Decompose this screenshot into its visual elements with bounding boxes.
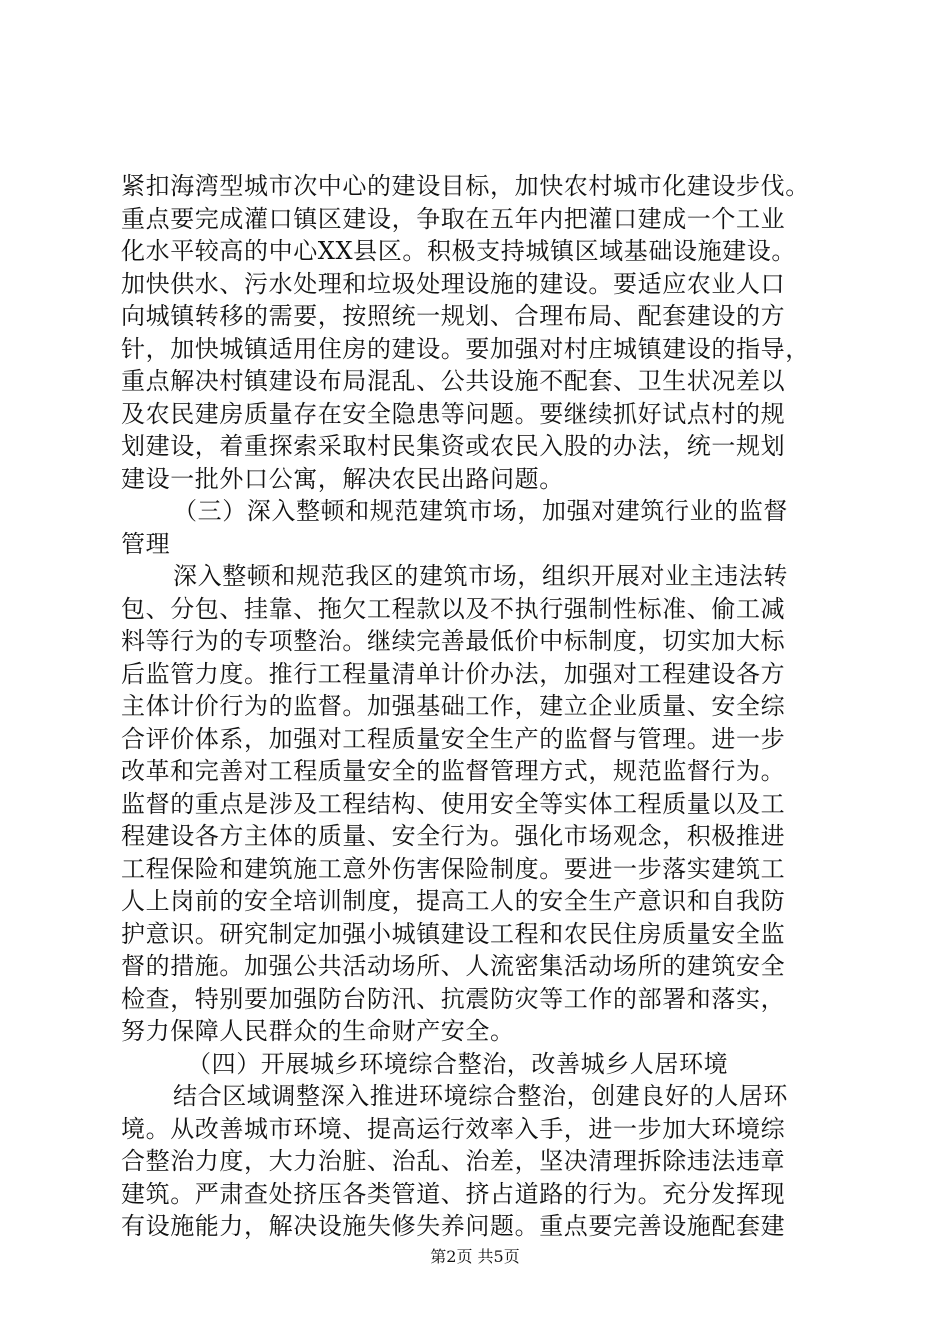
text-line: 护意识。研究制定加强小城镇建设工程和农民住房质量安全监 [121, 919, 786, 948]
text-line: 有设施能力，解决设施失修失养问题。重点要完善设施配套建 [121, 1212, 786, 1240]
text-line: 合整治力度，大力治脏、治乱、治差，坚决清理拆除违法违章 [121, 1147, 786, 1175]
text-line: 针，加快城镇适用住房的建设。要加强对村庄城镇建设的指导， [121, 334, 810, 363]
text-line: 人上岗前的安全培训制度，提高工人的安全生产意识和自我防 [121, 887, 786, 915]
text-line: 化水平较高的中心XX县区。积极支持城镇区域基础设施建设。 [121, 237, 796, 265]
text-line: 深入整顿和规范我区的建筑市场，组织开展对业主违法转 [173, 562, 788, 590]
text-line: 改革和完善对工程质量安全的监督管理方式，规范监督行为。 [121, 757, 786, 785]
text-line: 监督的重点是涉及工程结构、使用安全等实体工程质量以及工 [121, 789, 786, 818]
text-line: 加快供水、污水处理和垃圾处理设施的建设。要适应农业人口 [121, 269, 786, 298]
text-line: 重点要完成灌口镇区建设，争取在五年内把灌口建成一个工业 [121, 204, 786, 233]
text-line: 检查，特别要加强防台防汛、抗震防灾等工作的部署和落实， [121, 984, 786, 1013]
text-line: 合评价体系，加强对工程质量安全生产的监督与管理。进一步 [121, 724, 786, 753]
text-line: 包、分包、挂靠、拖欠工程款以及不执行强制性标准、偷工减 [121, 594, 786, 623]
text-line: 划建设，着重探索采取村民集资或农民入股的办法，统一规划 [121, 432, 786, 460]
text-line: 重点解决村镇建设布局混乱、公共设施不配套、卫生状况差以 [121, 367, 786, 395]
text-line: 管理 [121, 529, 171, 558]
text-line: 紧扣海湾型城市次中心的建设目标，加快农村城市化建设步伐。 [121, 172, 810, 200]
text-line: 后监管力度。推行工程量清单计价办法，加强对工程建设各方 [121, 659, 786, 688]
text-line: 建筑。严肃查处挤压各类管道、挤占道路的行为。充分发挥现 [121, 1179, 786, 1208]
document-body [121, 170, 836, 1243]
text-line: 向城镇转移的需要，按照统一规划、合理布局、配套建设的方 [121, 302, 786, 330]
text-line: 努力保障人民群众的生命财产安全。 [121, 1017, 515, 1045]
text-line: 主体计价行为的监督。加强基础工作，建立企业质量、安全综 [121, 692, 786, 720]
text-line: （四）开展城乡环境综合整治，改善城乡人居环境 [187, 1049, 729, 1078]
text-line: 建设一批外口公寓，解决农民出路问题。 [121, 464, 564, 493]
text-line: 及农民建房质量存在安全隐患等问题。要继续抓好试点村的规 [121, 399, 786, 428]
text-line: 督的措施。加强公共活动场所、人流密集活动场所的建筑安全 [121, 952, 786, 980]
text-line: （三）深入整顿和规范建筑市场，加强对建筑行业的监督 [173, 497, 788, 525]
text-line: 工程保险和建筑施工意外伤害保险制度。要进一步落实建筑工 [121, 854, 786, 883]
page-footer: 第2页 共5页 [430, 1247, 520, 1266]
text-line: 料等行为的专项整治。继续完善最低价中标制度，切实加大标 [121, 627, 786, 655]
text-line: 程建设各方主体的质量、安全行为。强化市场观念，积极推进 [121, 822, 786, 850]
text-line: 结合区域调整深入推进环境综合整治，创建良好的人居环 [173, 1082, 788, 1110]
text-line: 境。从改善城市环境、提高运行效率入手，进一步加大环境综 [121, 1114, 786, 1143]
